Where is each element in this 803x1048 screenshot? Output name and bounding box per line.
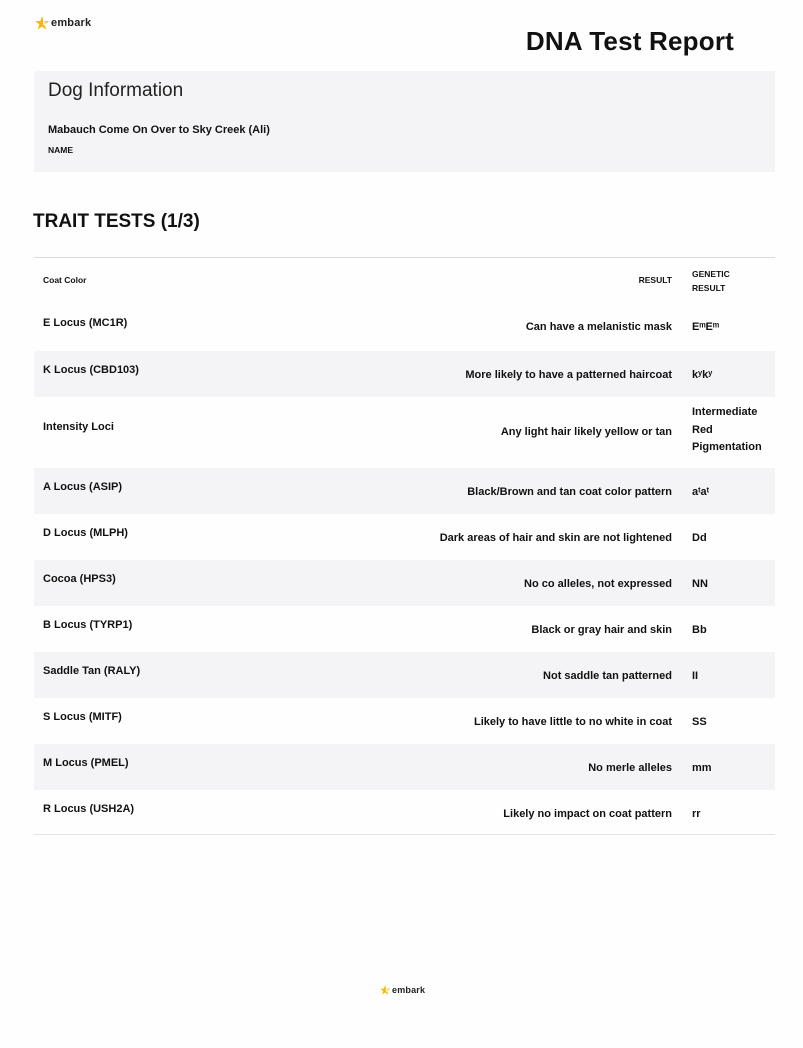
trait-result: No merle alleles	[588, 762, 672, 774]
trait-genetic-result: EᵐEᵐ	[692, 321, 720, 333]
trait-name: B Locus (TYRP1)	[43, 619, 133, 631]
trait-name: E Locus (MC1R)	[43, 317, 128, 329]
column-header-genetic-result: GENETIC RESULT	[692, 269, 730, 293]
embark-star-icon	[380, 985, 391, 995]
trait-genetic-result: Bb	[692, 624, 707, 636]
trait-genetic-result: Dd	[692, 532, 707, 544]
dog-information-card	[34, 71, 775, 172]
trait-result: Dark areas of hair and skin are not lightened	[439, 532, 672, 544]
dog-name-label: NAME	[48, 145, 74, 155]
trait-result: Black or gray hair and skin	[531, 624, 672, 636]
trait-name: D Locus (MLPH)	[43, 527, 128, 539]
column-header-result: RESULT	[638, 275, 672, 285]
trait-name: S Locus (MITF)	[43, 711, 122, 723]
trait-result: Not saddle tan patterned	[543, 670, 672, 682]
table-row	[34, 744, 775, 790]
trait-result: More likely to have a patterned haircoat	[465, 369, 672, 381]
trait-genetic-result: SS	[692, 716, 707, 728]
trait-genetic-result: II	[692, 670, 699, 682]
table-row	[34, 468, 775, 514]
trait-name: A Locus (ASIP)	[43, 481, 123, 493]
trait-result: No co alleles, not expressed	[524, 578, 672, 590]
trait-result: Can have a melanistic mask	[525, 321, 672, 333]
trait-name: R Locus (USH2A)	[43, 803, 135, 815]
trait-name: M Locus (PMEL)	[43, 757, 129, 769]
trait-genetic-result: NN	[692, 578, 708, 590]
footer-brand-name: embark	[392, 985, 426, 995]
dog-information-heading: Dog Information	[48, 80, 184, 101]
trait-genetic-result: aᵗaᵗ	[692, 486, 710, 498]
table-row	[34, 514, 775, 560]
brand-name: embark	[51, 17, 92, 29]
embark-logo	[35, 16, 91, 30]
trait-genetic-result: kʸkʸ	[692, 369, 713, 381]
column-header-trait: Coat Color	[43, 275, 87, 285]
trait-name: Intensity Loci	[43, 421, 114, 433]
table-row	[34, 698, 775, 744]
trait-genetic-result: mm	[692, 762, 712, 774]
table-row	[34, 790, 775, 834]
trait-result: Likely to have little to no white in coat	[473, 716, 672, 728]
table-row	[34, 606, 775, 652]
trait-table	[34, 257, 775, 835]
table-row	[34, 652, 775, 698]
trait-genetic-result: Intermediate Red Pigmentation	[692, 406, 762, 453]
table-row	[34, 560, 775, 606]
embark-star-icon	[35, 16, 50, 30]
trait-tests-title: TRAIT TESTS (1/3)	[33, 211, 200, 232]
trait-genetic-result: rr	[692, 808, 701, 820]
trait-name: Cocoa (HPS3)	[43, 573, 116, 585]
table-row	[34, 397, 775, 468]
trait-name: K Locus (CBD103)	[43, 364, 139, 376]
dog-name-value: Mabauch Come On Over to Sky Creek (Ali)	[48, 124, 270, 136]
trait-name: Saddle Tan (RALY)	[43, 665, 141, 677]
table-row	[34, 351, 775, 397]
table-row	[34, 304, 775, 351]
footer-embark-logo	[380, 985, 425, 995]
trait-result: Likely no impact on coat pattern	[503, 808, 672, 820]
report-title: DNA Test Report	[525, 26, 734, 56]
table-header	[34, 258, 775, 304]
trait-result: Black/Brown and tan coat color pattern	[467, 486, 672, 498]
trait-result: Any light hair likely yellow or tan	[500, 426, 672, 438]
